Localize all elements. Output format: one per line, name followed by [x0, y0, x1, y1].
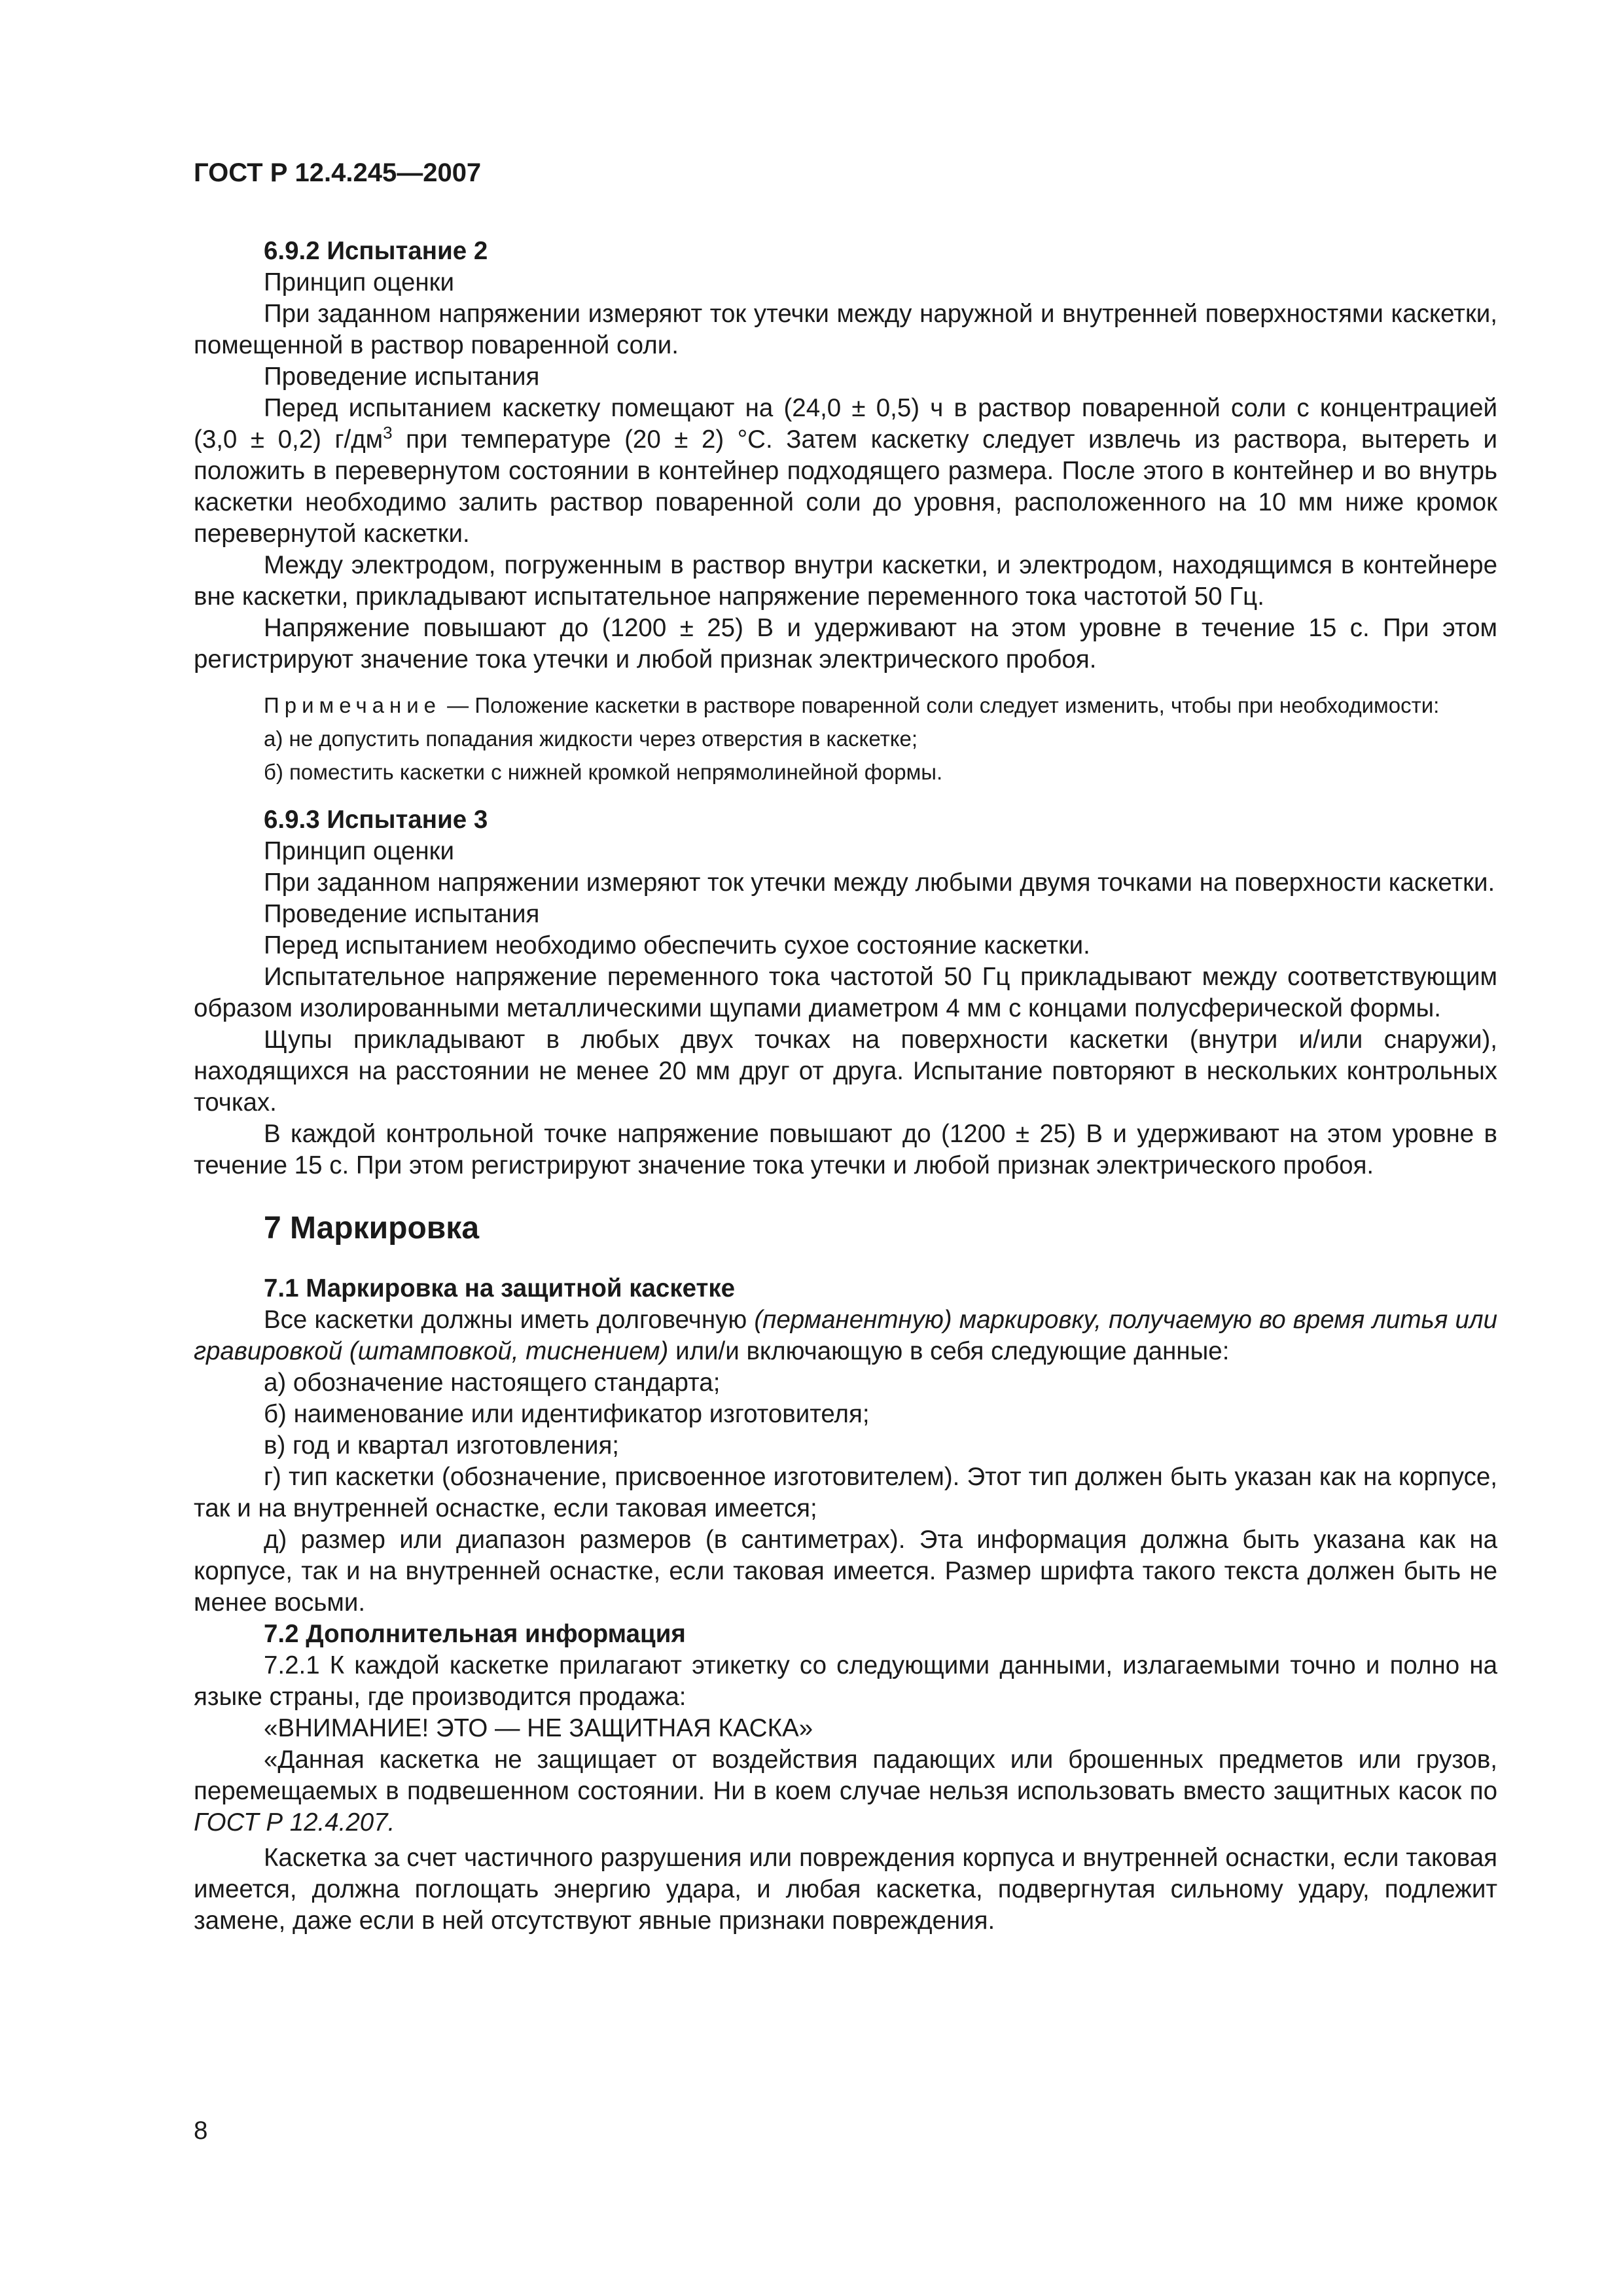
- document-header: ГОСТ Р 12.4.245—2007: [194, 158, 482, 187]
- procedure-paragraph: Испытательное напряжение переменного тока частотой 50 Гц прикладывают между соответствующим образом изолированными металлическими щупами диаметром 4 мм с концами полусферической формы.: [194, 963, 1497, 1022]
- section-7-2-title: 7.2 Дополнительная информация: [264, 1620, 686, 1648]
- clause-7-2-1: 7.2.1 К каждой каскетке прилагают этикетку со следующими данными, излагаемыми точно и полно на языке страны, где производится продажа:: [194, 1651, 1497, 1711]
- list-item: г) тип каскетки (обозначение, присвоенное изготовителем). Этот тип должен быть указан как на корпусе, так и на внутренней оснастке, если таковая имеется;: [194, 1463, 1497, 1522]
- note-label: Примечание: [264, 693, 442, 717]
- procedure-label: Проведение испытания: [264, 900, 540, 928]
- document-body: [194, 229, 1497, 1937]
- section-6-9-2-title: 6.9.2 Испытание 2: [264, 237, 488, 265]
- list-item: в) год и квартал изготовления;: [264, 1431, 620, 1460]
- procedure-paragraph: Перед испытанием необходимо обеспечить сухое состояние каскетки.: [264, 931, 1090, 960]
- page-number: 8: [194, 2117, 208, 2145]
- principle-label: Принцип оценки: [264, 837, 455, 865]
- note-item: б) поместить каскетки с нижней кромкой непрямолинейной формы.: [264, 760, 943, 784]
- section-7-1-title: 7.1 Маркировка на защитной каскетке: [264, 1274, 736, 1302]
- procedure-paragraph: Щупы прикладывают в любых двух точках на поверхности каскетки (внутри и/или снаружи), находящихся на расстоянии не менее 20 мм друг от друга. Испытание повторяют в нескольких контрольных точках.: [194, 1026, 1497, 1117]
- procedure-paragraph: В каждой контрольной точке напряжение повышают до (1200 ± 25) В и удерживают на этом уровне в течение 15 с. При этом регистрируют значение тока утечки и любой признак электрического пробоя.: [194, 1120, 1497, 1179]
- procedure-paragraph: Напряжение повышают до (1200 ± 25) В и удерживают на этом уровне в течение 15 с. При этом регистрируют значение тока утечки и любой признак электрического пробоя.: [194, 614, 1497, 673]
- procedure-paragraph: Между электродом, погруженным в раствор внутри каскетки, и электродом, находящимся в контейнере вне каскетки, прикладывают испытательное напряжение переменного тока частотой 50 Гц.: [194, 551, 1497, 611]
- marking-paragraph: Все каскетки должны иметь долговечную (перманентную) маркировку, получаемую во время литья или гравировкой (штамповкой, тиснением) или/и включающую в себя следующие данные:: [194, 1306, 1497, 1365]
- warning-text: «ВНИМАНИЕ! ЭТО — НЕ ЗАЩИТНАЯ КАСКА»: [264, 1714, 813, 1742]
- note-item: а) не допустить попадания жидкости через отверстия в каскетке;: [264, 726, 918, 751]
- list-item: д) размер или диапазон размеров (в сантиметрах). Эта информация должна быть указана как на корпусе, так и на внутренней оснастке, если таковая имеется. Размер шрифта такого текста должен быть не менее восьми.: [194, 1526, 1497, 1617]
- list-item: а) обозначение настоящего стандарта;: [264, 1369, 721, 1397]
- principle-label: Принцип оценки: [264, 268, 455, 296]
- principle-text: При заданном напряжении измеряют ток утечки между наружной и внутренней поверхностями каскетки, помещенной в раствор поваренной соли.: [194, 300, 1497, 359]
- section-7-title: 7 Маркировка: [264, 1211, 480, 1246]
- procedure-label: Проведение испытания: [264, 363, 540, 391]
- list-item: б) наименование или идентификатор изготовителя;: [264, 1400, 870, 1428]
- quote-paragraph: Каскетка за счет частичного разрушения или повреждения корпуса и внутренней оснастки, если таковая имеется, должна поглощать энергию удара, и любая каскетка, подвергнутая сильному удару, подлежит замене, даже если в ней отсутствуют явные признаки повреждения.: [194, 1844, 1497, 1935]
- procedure-paragraph: Перед испытанием каскетку помещают на (24,0 ± 0,5) ч в раствор поваренной соли с концентрацией (3,0 ± 0,2) $г/дм^3$ при температуре (20 ± 2) °С. Затем каскетку следует извлечь из раствора, вытереть и положить в перевернутом состоянии в контейнер подходящего размера. После этого в контейнер и во внутрь каскетки необходимо залить раствор поваренной соли до уровня, расположенного на 10 мм ниже кромок перевернутой каскетки.: [194, 394, 1497, 548]
- section-6-9-3-title: 6.9.3 Испытание 3: [264, 806, 488, 834]
- principle-text: При заданном напряжении измеряют ток утечки между любыми двумя точками на поверхности каскетки.: [264, 869, 1495, 897]
- quote-paragraph: «Данная каскетка не защищает от воздействия падающих или брошенных предметов или грузов, перемещаемых в подвешенном состоянии. Ни в коем случае нельзя использовать вместо защитных касок по ГОСТ Р 12.4.207.: [194, 1746, 1497, 1837]
- note: Примечание — Положение каскетки в растворе поваренной соли следует изменить, чтобы при необходимости:: [264, 693, 1440, 717]
